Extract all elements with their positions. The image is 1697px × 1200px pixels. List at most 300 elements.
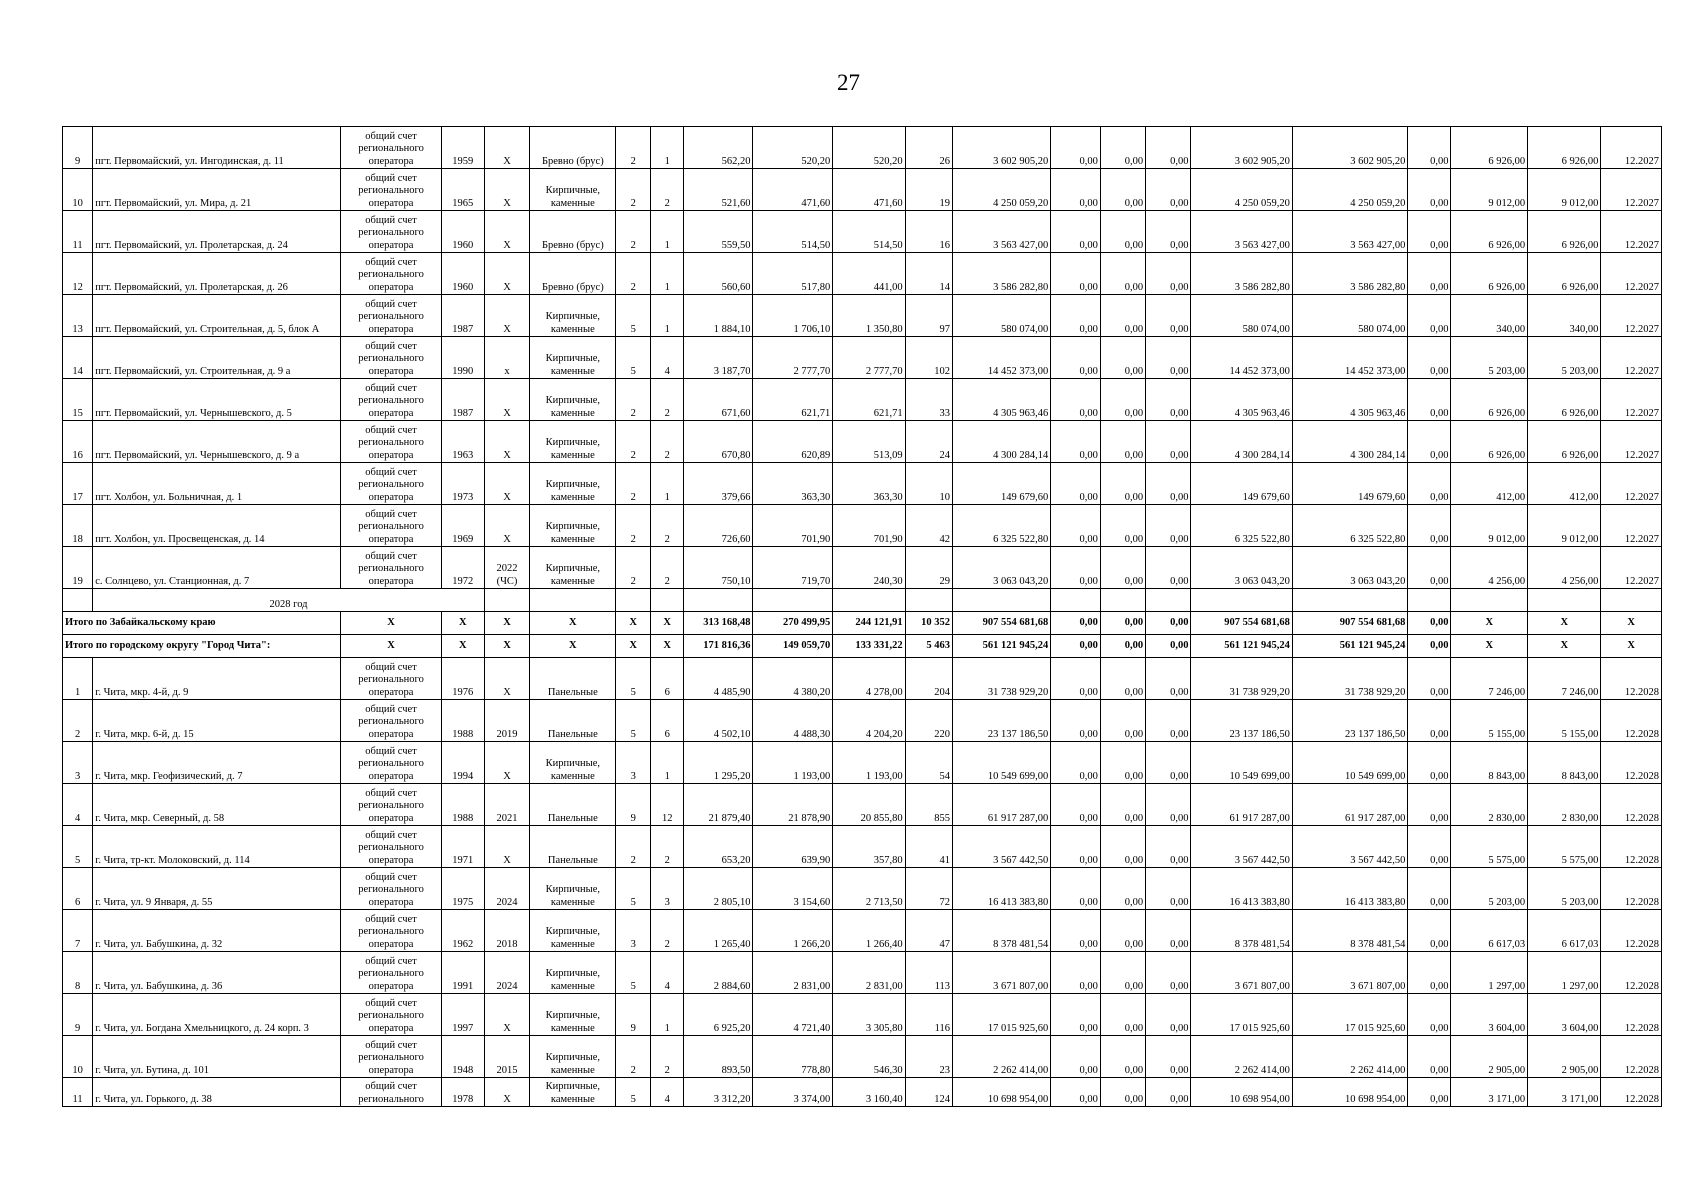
cell-entrances: 2 — [650, 169, 683, 211]
cell-area-private: 20 855,80 — [833, 784, 905, 826]
table-row — [63, 211, 1662, 253]
cell-area-private: 513,09 — [833, 421, 905, 463]
cell-row-number: 13 — [63, 295, 93, 337]
table-row — [63, 700, 1662, 742]
cell-residents: 14 — [905, 253, 952, 295]
cell-wall-material: Кирпичные, каменные — [530, 547, 616, 589]
empty-cell — [1408, 589, 1451, 612]
cell-cost-owners: 3 671 807,00 — [1191, 952, 1292, 994]
cell-year-repair: X — [484, 826, 529, 868]
cell-cost-other: 0,00 — [1408, 700, 1451, 742]
cell-residents: 19 — [905, 169, 952, 211]
cell-completion-date: 12.2028 — [1601, 658, 1662, 700]
cell-address: г. Чита, ул. Бабушкина, д. 36 — [93, 952, 341, 994]
cell-area-residential: 4 721,40 — [753, 994, 833, 1036]
cell-cost-owners: 3 563 427,00 — [1191, 211, 1292, 253]
cell-address: пгт. Первомайский, ул. Строительная, д. 9 а — [93, 337, 341, 379]
cell-entrances: 2 — [650, 910, 683, 952]
cell-address: пгт. Первомайский, ул. Пролетарская, д. 26 — [93, 253, 341, 295]
cell-cost-total-owners: 3 567 442,50 — [1292, 826, 1407, 868]
empty-cell — [684, 589, 753, 612]
cell-cost-municipal: 0,00 — [1146, 295, 1191, 337]
cell-row-number: 11 — [63, 1078, 93, 1107]
cell-cost-other: 0,00 — [1408, 253, 1451, 295]
cell-residents: 116 — [905, 994, 952, 1036]
empty-cell — [953, 589, 1051, 612]
cell-area-residential: 520,20 — [753, 127, 833, 169]
cell-cost-total-owners: 10 698 954,00 — [1292, 1078, 1407, 1107]
cell-total-cost-per-sqm: X — [1451, 635, 1528, 658]
cell-account-type: общий счет регионального оператора — [341, 1036, 441, 1078]
empty-cell — [905, 589, 952, 612]
cell-wall-material: Кирпичные, каменные — [530, 910, 616, 952]
cell-cost-federal: 0,00 — [1051, 211, 1101, 253]
table-row — [63, 742, 1662, 784]
cell-entrances: 4 — [650, 337, 683, 379]
cell-cost-per-sqm: 6 926,00 — [1451, 127, 1528, 169]
cell-floors: 2 — [616, 463, 651, 505]
cell-total-cost-other: 0,00 — [1408, 635, 1451, 658]
cell-year-repair: X — [484, 994, 529, 1036]
cell-residents: 41 — [905, 826, 952, 868]
cell-total-cost-federal: 0,00 — [1051, 612, 1101, 635]
cell-completion-date: 12.2028 — [1601, 910, 1662, 952]
cell-address: пгт. Холбон, ул. Просвещенская, д. 14 — [93, 505, 341, 547]
empty-cell — [1528, 589, 1601, 612]
cell-year-repair: X — [484, 1078, 529, 1107]
cell-limit-per-sqm: 5 203,00 — [1528, 868, 1601, 910]
cell-cost-total-owners: 6 325 522,80 — [1292, 505, 1407, 547]
cell-total-cost: 61 917 287,00 — [953, 784, 1051, 826]
cell-address: г. Чита, мкр. Северный, д. 58 — [93, 784, 341, 826]
cell-limit-per-sqm: 9 012,00 — [1528, 169, 1601, 211]
cell-cost-federal: 0,00 — [1051, 1078, 1101, 1107]
cell-cost-other: 0,00 — [1408, 547, 1451, 589]
cell-total-area: 379,66 — [684, 463, 753, 505]
cell-entrances: 4 — [650, 952, 683, 994]
cell-area-residential: 517,80 — [753, 253, 833, 295]
cell-limit-per-sqm: 340,00 — [1528, 295, 1601, 337]
cell-area-private: 4 204,20 — [833, 700, 905, 742]
empty-cell — [1451, 589, 1528, 612]
cell-total-cost: 6 325 522,80 — [953, 505, 1051, 547]
cell-floors: 5 — [616, 952, 651, 994]
cell-total-cost: 4 305 963,46 — [953, 379, 1051, 421]
cell-total-area: 559,50 — [684, 211, 753, 253]
cell-cost-municipal: 0,00 — [1146, 826, 1191, 868]
cell-cost-municipal: 0,00 — [1146, 253, 1191, 295]
cell-limit-per-sqm: 6 926,00 — [1528, 211, 1601, 253]
cell-cost-owners: 4 300 284,14 — [1191, 421, 1292, 463]
cell-cost-total-owners: 3 563 427,00 — [1292, 211, 1407, 253]
cell-cost-other: 0,00 — [1408, 994, 1451, 1036]
cell-total-area: 521,60 — [684, 169, 753, 211]
cell-address: г. Чита, тр-кт. Молоковский, д. 114 — [93, 826, 341, 868]
cell-area-private: 2 777,70 — [833, 337, 905, 379]
table-row — [63, 463, 1662, 505]
cell-wall-material: Кирпичные, каменные — [530, 1036, 616, 1078]
cell-cost-per-sqm: 6 617,03 — [1451, 910, 1528, 952]
cell-cost-municipal: 0,00 — [1146, 463, 1191, 505]
cell-cost-federal: 0,00 — [1051, 784, 1101, 826]
cell-total-area: 1 295,20 — [684, 742, 753, 784]
cell-cost-municipal: 0,00 — [1146, 127, 1191, 169]
cell-area-residential: 471,60 — [753, 169, 833, 211]
cell-floors: 2 — [616, 421, 651, 463]
cell-total-area: 750,10 — [684, 547, 753, 589]
cell-total-year-repair: X — [484, 612, 529, 635]
cell-completion-date: 12.2028 — [1601, 784, 1662, 826]
cell-address: г. Чита, ул. Горького, д. 38 — [93, 1078, 341, 1107]
cell-cost-total-owners: 4 300 284,14 — [1292, 421, 1407, 463]
cell-year-repair: X — [484, 505, 529, 547]
cell-entrances: 2 — [650, 421, 683, 463]
cell-row-number: 6 — [63, 868, 93, 910]
year-heading: 2028 год — [93, 589, 485, 612]
cell-floors: 2 — [616, 169, 651, 211]
cell-wall-material: Панельные — [530, 826, 616, 868]
cell-total-total-cost: 561 121 945,24 — [953, 635, 1051, 658]
cell-cost-other: 0,00 — [1408, 658, 1451, 700]
cell-cost-total-owners: 31 738 929,20 — [1292, 658, 1407, 700]
cell-cost-per-sqm: 4 256,00 — [1451, 547, 1528, 589]
empty-cell — [484, 589, 529, 612]
cell-row-number: 9 — [63, 994, 93, 1036]
cell-floors: 5 — [616, 337, 651, 379]
cell-total-cost: 10 549 699,00 — [953, 742, 1051, 784]
cell-wall-material: Кирпичные, каменные — [530, 1078, 616, 1107]
cell-cost-other: 0,00 — [1408, 910, 1451, 952]
cell-cost-owners: 31 738 929,20 — [1191, 658, 1292, 700]
cell-floors: 2 — [616, 505, 651, 547]
cell-total-area: 893,50 — [684, 1036, 753, 1078]
cell-area-private: 520,20 — [833, 127, 905, 169]
cell-total-limit-per-sqm: X — [1528, 612, 1601, 635]
cell-area-private: 1 193,00 — [833, 742, 905, 784]
cell-cost-owners: 149 679,60 — [1191, 463, 1292, 505]
cell-area-residential: 21 878,90 — [753, 784, 833, 826]
cell-cost-regional: 0,00 — [1100, 994, 1145, 1036]
cell-entrances: 6 — [650, 700, 683, 742]
cell-cost-other: 0,00 — [1408, 421, 1451, 463]
cell-floors: 5 — [616, 700, 651, 742]
cell-area-private: 701,90 — [833, 505, 905, 547]
cell-row-number: 2 — [63, 700, 93, 742]
cell-cost-owners: 3 063 043,20 — [1191, 547, 1292, 589]
cell-address: пгт. Первомайский, ул. Пролетарская, д. 24 — [93, 211, 341, 253]
cell-limit-per-sqm: 7 246,00 — [1528, 658, 1601, 700]
cell-row-number: 10 — [63, 1036, 93, 1078]
cell-completion-date: 12.2028 — [1601, 994, 1662, 1036]
cell-cost-per-sqm: 6 926,00 — [1451, 211, 1528, 253]
cell-residents: 47 — [905, 910, 952, 952]
cell-address: г. Чита, мкр. 4-й, д. 9 — [93, 658, 341, 700]
cell-total-cost-municipal: 0,00 — [1146, 612, 1191, 635]
cell-year-built: 1960 — [441, 211, 484, 253]
cell-floors: 5 — [616, 1078, 651, 1107]
cell-area-private: 2 713,50 — [833, 868, 905, 910]
cell-residents: 24 — [905, 421, 952, 463]
cell-address: пгт. Первомайский, ул. Ингодинская, д. 11 — [93, 127, 341, 169]
cell-year-repair: 2024 — [484, 952, 529, 994]
empty-cell — [1292, 589, 1407, 612]
cell-total-cost-regional: 0,00 — [1100, 635, 1145, 658]
cell-total-entrances: X — [650, 635, 683, 658]
cell-entrances: 1 — [650, 253, 683, 295]
cell-floors: 3 — [616, 742, 651, 784]
cell-total-cost-owners: 561 121 945,24 — [1191, 635, 1292, 658]
cell-year-built: 1987 — [441, 295, 484, 337]
cell-area-residential: 620,89 — [753, 421, 833, 463]
cell-account-type: общий счет регионального оператора — [341, 421, 441, 463]
cell-address: г. Чита, мкр. Геофизический, д. 7 — [93, 742, 341, 784]
cell-total-cost: 23 137 186,50 — [953, 700, 1051, 742]
cell-total-area: 1 265,40 — [684, 910, 753, 952]
cell-year-built: 1990 — [441, 337, 484, 379]
cell-completion-date: 12.2028 — [1601, 868, 1662, 910]
cell-year-built: 1960 — [441, 253, 484, 295]
cell-residents: 97 — [905, 295, 952, 337]
cell-entrances: 2 — [650, 379, 683, 421]
cell-area-private: 441,00 — [833, 253, 905, 295]
cell-cost-per-sqm: 1 297,00 — [1451, 952, 1528, 994]
cell-cost-regional: 0,00 — [1100, 784, 1145, 826]
cell-entrances: 1 — [650, 127, 683, 169]
cell-cost-total-owners: 10 549 699,00 — [1292, 742, 1407, 784]
cell-completion-date: 12.2027 — [1601, 127, 1662, 169]
cell-cost-municipal: 0,00 — [1146, 910, 1191, 952]
cell-cost-per-sqm: 6 926,00 — [1451, 253, 1528, 295]
cell-row-number: 5 — [63, 826, 93, 868]
cell-limit-per-sqm: 4 256,00 — [1528, 547, 1601, 589]
cell-address: с. Солнцево, ул. Станционная, д. 7 — [93, 547, 341, 589]
cell-entrances: 4 — [650, 1078, 683, 1107]
cell-year-repair: X — [484, 379, 529, 421]
cell-residents: 23 — [905, 1036, 952, 1078]
cell-total-area: 2 884,60 — [684, 952, 753, 994]
cell-cost-other: 0,00 — [1408, 379, 1451, 421]
cell-cost-other: 0,00 — [1408, 784, 1451, 826]
cell-cost-regional: 0,00 — [1100, 910, 1145, 952]
cell-wall-material: Бревно (брус) — [530, 127, 616, 169]
cell-total-cost: 17 015 925,60 — [953, 994, 1051, 1036]
cell-cost-total-owners: 3 602 905,20 — [1292, 127, 1407, 169]
cell-total-area-private: 133 331,22 — [833, 635, 905, 658]
cell-cost-total-owners: 23 137 186,50 — [1292, 700, 1407, 742]
cell-completion-date: 12.2028 — [1601, 742, 1662, 784]
cell-cost-owners: 23 137 186,50 — [1191, 700, 1292, 742]
cell-account-type: общий счет регионального оператора — [341, 463, 441, 505]
cell-total-area-private: 244 121,91 — [833, 612, 905, 635]
cell-total-cost: 3 063 043,20 — [953, 547, 1051, 589]
cell-row-number: 1 — [63, 658, 93, 700]
cell-entrances: 2 — [650, 826, 683, 868]
cell-account-type: общий счет регионального оператора — [341, 952, 441, 994]
cell-cost-owners: 6 325 522,80 — [1191, 505, 1292, 547]
cell-entrances: 12 — [650, 784, 683, 826]
cell-total-cost: 16 413 383,80 — [953, 868, 1051, 910]
cell-year-built: 1991 — [441, 952, 484, 994]
cell-address: пгт. Первомайский, ул. Чернышевского, д. 9 а — [93, 421, 341, 463]
cell-cost-other: 0,00 — [1408, 295, 1451, 337]
cell-cost-total-owners: 16 413 383,80 — [1292, 868, 1407, 910]
cell-floors: 5 — [616, 868, 651, 910]
cell-wall-material: Кирпичные, каменные — [530, 505, 616, 547]
cell-year-built: 1978 — [441, 1078, 484, 1107]
cell-total-area: 4 485,90 — [684, 658, 753, 700]
cell-year-repair: x — [484, 337, 529, 379]
cell-year-repair: X — [484, 295, 529, 337]
cell-year-built: 1971 — [441, 826, 484, 868]
cell-cost-municipal: 0,00 — [1146, 994, 1191, 1036]
cell-cost-regional: 0,00 — [1100, 1078, 1145, 1107]
cell-account-type: общий счет регионального — [341, 1078, 441, 1107]
cell-account-type: общий счет регионального оператора — [341, 994, 441, 1036]
cell-row-number: 17 — [63, 463, 93, 505]
cell-cost-total-owners: 14 452 373,00 — [1292, 337, 1407, 379]
empty-cell — [63, 589, 93, 612]
cell-total-account-type: X — [341, 635, 441, 658]
cell-year-built: 1975 — [441, 868, 484, 910]
cell-cost-per-sqm: 6 926,00 — [1451, 421, 1528, 463]
cell-completion-date: 12.2028 — [1601, 700, 1662, 742]
table-row — [63, 994, 1662, 1036]
table-row — [63, 784, 1662, 826]
cell-floors: 2 — [616, 826, 651, 868]
cell-cost-owners: 17 015 925,60 — [1191, 994, 1292, 1036]
cell-area-private: 1 266,40 — [833, 910, 905, 952]
cell-entrances: 1 — [650, 211, 683, 253]
cell-total-cost: 8 378 481,54 — [953, 910, 1051, 952]
cell-address: г. Чита, ул. Бабушкина, д. 32 — [93, 910, 341, 952]
cell-area-residential: 514,50 — [753, 211, 833, 253]
cell-total-area: 6 925,20 — [684, 994, 753, 1036]
cell-area-private: 240,30 — [833, 547, 905, 589]
table-row — [63, 169, 1662, 211]
cell-row-number: 11 — [63, 211, 93, 253]
cell-floors: 9 — [616, 994, 651, 1036]
cell-floors: 2 — [616, 253, 651, 295]
cell-total-cost-federal: 0,00 — [1051, 635, 1101, 658]
cell-row-number: 15 — [63, 379, 93, 421]
cell-floors: 2 — [616, 127, 651, 169]
cell-limit-per-sqm: 412,00 — [1528, 463, 1601, 505]
cell-cost-municipal: 0,00 — [1146, 169, 1191, 211]
cell-year-repair: X — [484, 463, 529, 505]
cell-entrances: 2 — [650, 505, 683, 547]
cell-cost-owners: 14 452 373,00 — [1191, 337, 1292, 379]
cell-completion-date: 12.2027 — [1601, 211, 1662, 253]
cell-cost-other: 0,00 — [1408, 505, 1451, 547]
total-label: Итого по городскому округу "Город Чита": — [63, 635, 341, 658]
cell-entrances: 3 — [650, 868, 683, 910]
cell-cost-regional: 0,00 — [1100, 127, 1145, 169]
cell-cost-total-owners: 8 378 481,54 — [1292, 910, 1407, 952]
cell-wall-material: Кирпичные, каменные — [530, 742, 616, 784]
cell-cost-owners: 3 602 905,20 — [1191, 127, 1292, 169]
cell-wall-material: Кирпичные, каменные — [530, 337, 616, 379]
cell-area-private: 3 305,80 — [833, 994, 905, 1036]
cell-cost-per-sqm: 5 575,00 — [1451, 826, 1528, 868]
cell-address: пгт. Холбон, ул. Больничная, д. 1 — [93, 463, 341, 505]
cell-cost-per-sqm: 5 155,00 — [1451, 700, 1528, 742]
table-row — [63, 910, 1662, 952]
cell-cost-municipal: 0,00 — [1146, 700, 1191, 742]
cell-cost-regional: 0,00 — [1100, 700, 1145, 742]
cell-area-private: 1 350,80 — [833, 295, 905, 337]
cell-area-residential: 1 193,00 — [753, 742, 833, 784]
cell-residents: 33 — [905, 379, 952, 421]
cell-total-year-built: X — [441, 635, 484, 658]
cell-completion-date: 12.2028 — [1601, 1078, 1662, 1107]
cell-area-private: 621,71 — [833, 379, 905, 421]
cell-area-residential: 1 266,20 — [753, 910, 833, 952]
cell-cost-total-owners: 580 074,00 — [1292, 295, 1407, 337]
cell-cost-other: 0,00 — [1408, 826, 1451, 868]
cell-entrances: 6 — [650, 658, 683, 700]
cell-year-built: 1969 — [441, 505, 484, 547]
empty-cell — [753, 589, 833, 612]
cell-year-repair: 2021 — [484, 784, 529, 826]
cell-total-area: 2 805,10 — [684, 868, 753, 910]
cell-total-cost: 580 074,00 — [953, 295, 1051, 337]
cell-cost-federal: 0,00 — [1051, 1036, 1101, 1078]
cell-wall-material: Кирпичные, каменные — [530, 994, 616, 1036]
cell-cost-per-sqm: 412,00 — [1451, 463, 1528, 505]
cell-cost-federal: 0,00 — [1051, 463, 1101, 505]
cell-residents: 10 — [905, 463, 952, 505]
cell-area-private: 471,60 — [833, 169, 905, 211]
cell-year-built: 1965 — [441, 169, 484, 211]
cell-total-area-residential: 149 059,70 — [753, 635, 833, 658]
cell-limit-per-sqm: 2 905,00 — [1528, 1036, 1601, 1078]
cell-cost-total-owners: 4 250 059,20 — [1292, 169, 1407, 211]
cell-wall-material: Кирпичные, каменные — [530, 379, 616, 421]
cell-cost-federal: 0,00 — [1051, 337, 1101, 379]
cell-residents: 42 — [905, 505, 952, 547]
cell-cost-owners: 16 413 383,80 — [1191, 868, 1292, 910]
cell-cost-per-sqm: 5 203,00 — [1451, 337, 1528, 379]
cell-row-number: 4 — [63, 784, 93, 826]
cell-limit-per-sqm: 6 926,00 — [1528, 421, 1601, 463]
cell-year-repair: 2022 (ЧС) — [484, 547, 529, 589]
cell-wall-material: Кирпичные, каменные — [530, 952, 616, 994]
cell-total-area: 4 502,10 — [684, 700, 753, 742]
cell-cost-total-owners: 3 063 043,20 — [1292, 547, 1407, 589]
cell-limit-per-sqm: 2 830,00 — [1528, 784, 1601, 826]
cell-total-area: 560,60 — [684, 253, 753, 295]
cell-completion-date: 12.2027 — [1601, 253, 1662, 295]
cell-floors: 2 — [616, 547, 651, 589]
cell-area-private: 357,80 — [833, 826, 905, 868]
cell-cost-total-owners: 149 679,60 — [1292, 463, 1407, 505]
cell-account-type: общий счет регионального оператора — [341, 295, 441, 337]
cell-cost-other: 0,00 — [1408, 1036, 1451, 1078]
cell-cost-federal: 0,00 — [1051, 505, 1101, 547]
cell-account-type: общий счет регионального оператора — [341, 742, 441, 784]
cell-area-residential: 719,70 — [753, 547, 833, 589]
cell-total-floors: X — [616, 612, 651, 635]
cell-cost-municipal: 0,00 — [1146, 658, 1191, 700]
year-heading-row — [63, 589, 1662, 612]
cell-cost-regional: 0,00 — [1100, 337, 1145, 379]
cell-cost-federal: 0,00 — [1051, 742, 1101, 784]
cell-cost-federal: 0,00 — [1051, 295, 1101, 337]
cell-total-cost-total-owners: 907 554 681,68 — [1292, 612, 1407, 635]
cell-limit-per-sqm: 9 012,00 — [1528, 505, 1601, 547]
cell-total-cost-per-sqm: X — [1451, 612, 1528, 635]
cell-total-area: 670,80 — [684, 421, 753, 463]
